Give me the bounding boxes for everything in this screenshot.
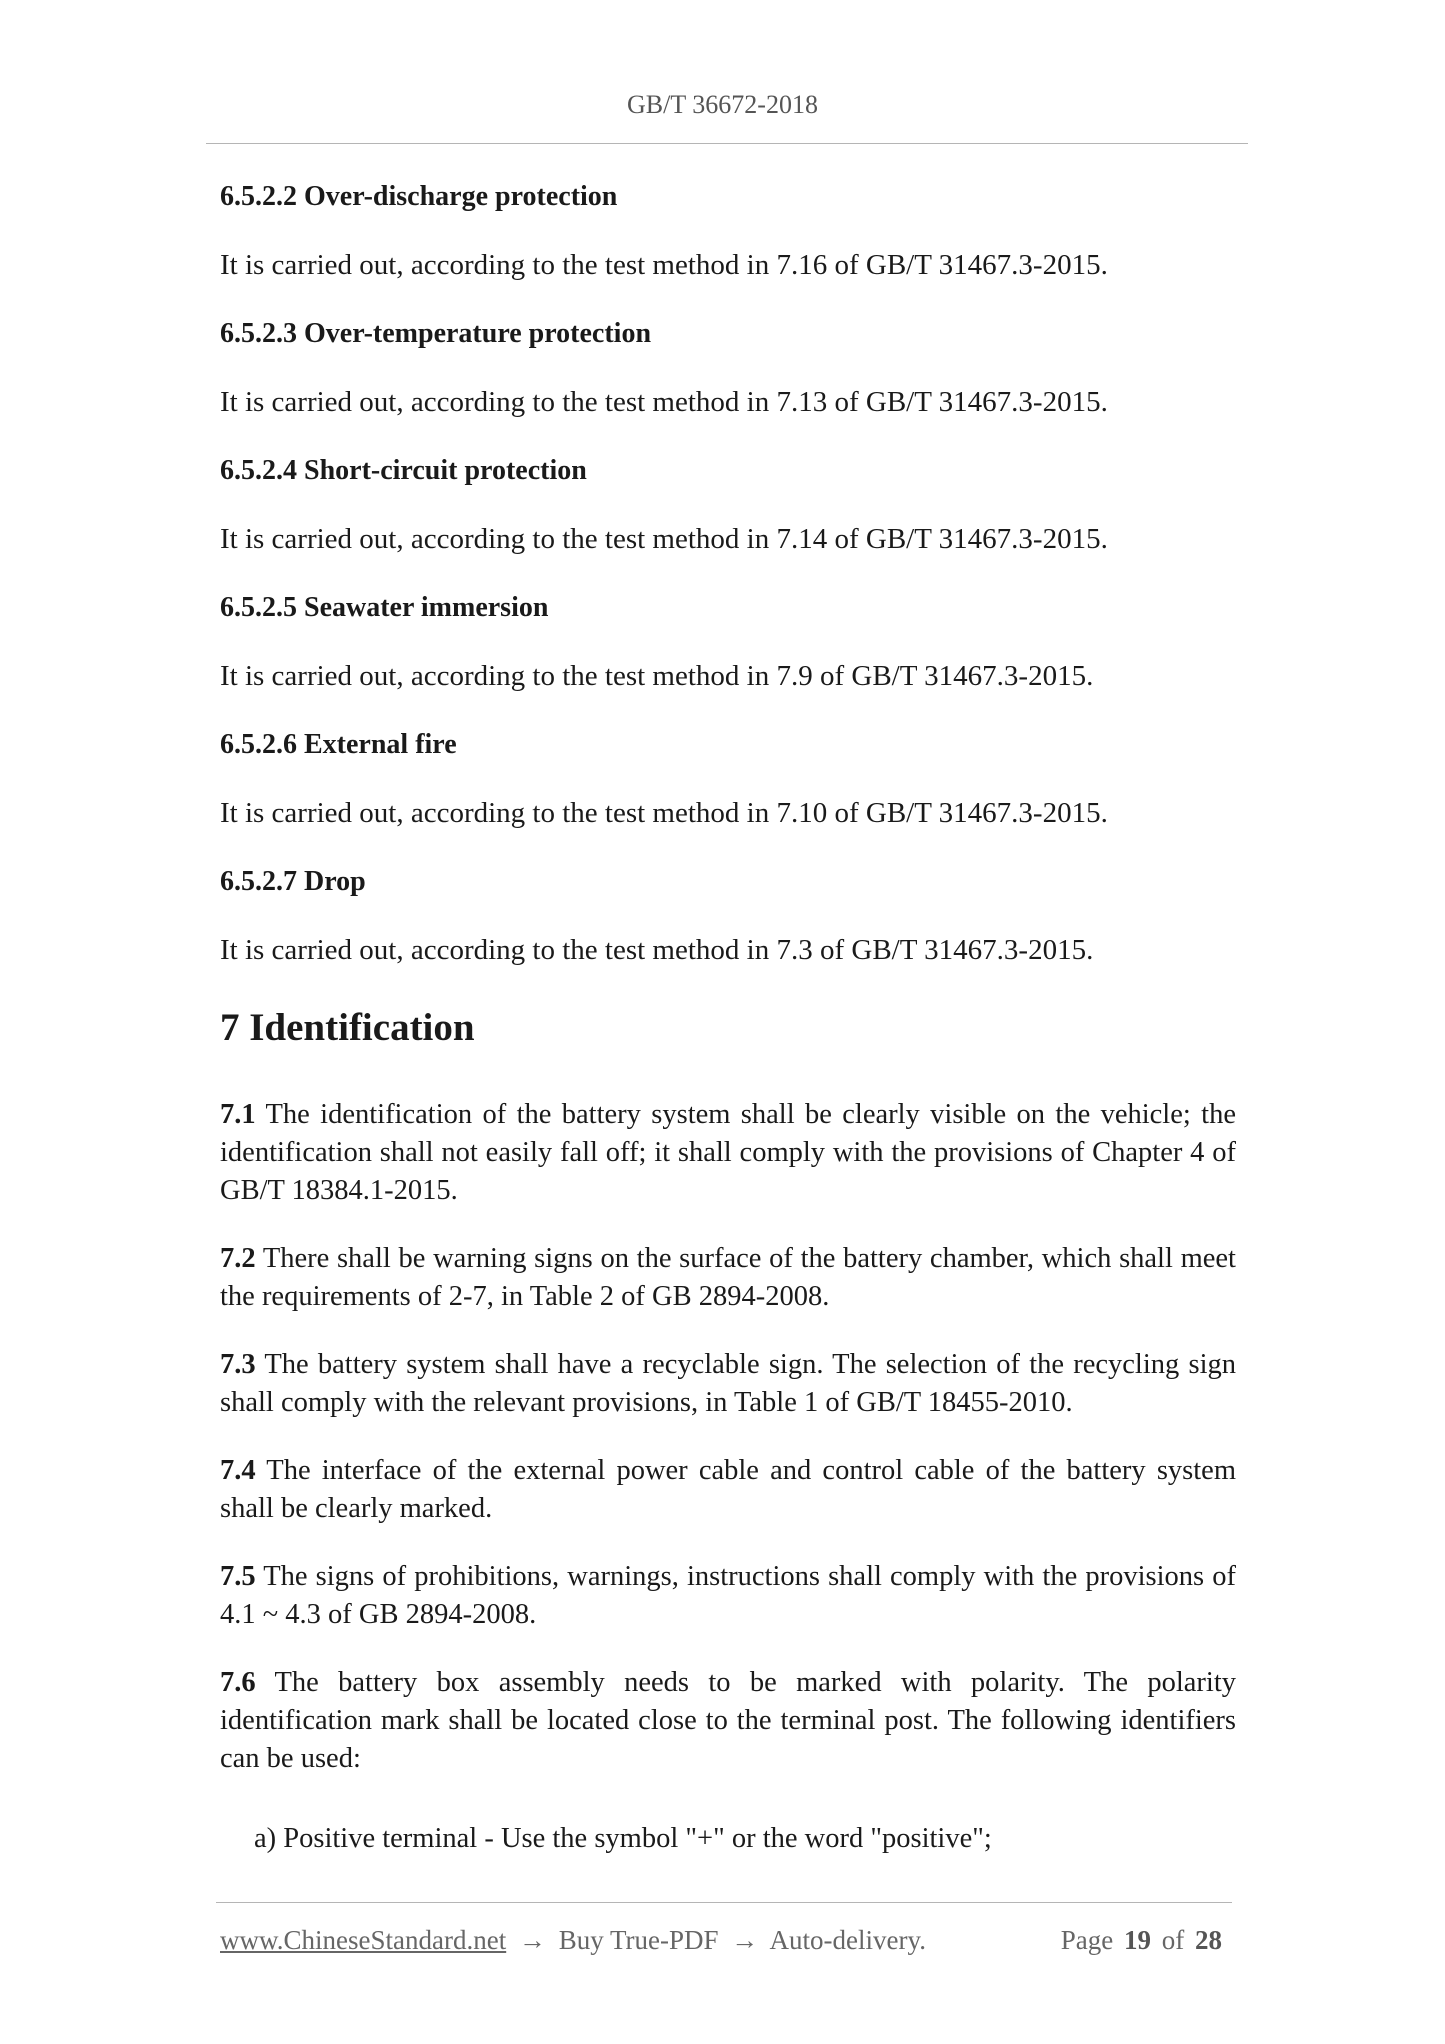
clause-paragraph [220, 1240, 1236, 1316]
section-heading: 6.5.2.3 Over-temperature protection [220, 318, 652, 349]
clause-text: The interface of the external power cable and control cable of the battery system shall be clearly marked. [220, 1455, 1236, 1524]
website-link[interactable]: www.ChineseStandard.net [220, 1925, 507, 1955]
total-page-count: 28 [1195, 1925, 1222, 1955]
list-item: a) Positive terminal - Use the symbol "+" or the word "positive"; [254, 1823, 992, 1854]
clause-number: 7.1 [220, 1099, 256, 1130]
clause-text: There shall be warning signs on the surface of the battery chamber, which shall meet the requirements of 2-7, in Table 2 of GB 2894-2008. [220, 1243, 1236, 1312]
clause-paragraph [220, 1346, 1236, 1422]
arrow-right-icon: → [518, 1925, 546, 1955]
clause-number: 7.4 [220, 1455, 256, 1486]
clause-text: The battery system shall have a recyclable sign. The selection of the recycling sign shall comply with the relevant provisions, in Table 1 of GB/T 18455-2010. [220, 1349, 1236, 1418]
section-text: It is carried out, according to the test method in 7.14 of GB/T 31467.3-2015. [220, 523, 1108, 555]
page-label: Page [1060, 1925, 1114, 1955]
section-heading: 6.5.2.2 Over-discharge protection [220, 181, 618, 212]
clause-text: The identification of the battery system shall be clearly visible on the vehicle; the identification shall not easily fall off; it shall comply with the provisions of Chapter 4 of GB/T 18384.1-2015. [220, 1099, 1236, 1206]
section-text: It is carried out, according to the test method in 7.10 of GB/T 31467.3-2015. [220, 797, 1108, 829]
clause-paragraph [220, 1096, 1236, 1210]
section-text: It is carried out, according to the test method in 7.16 of GB/T 31467.3-2015. [220, 249, 1108, 281]
section-text: It is carried out, according to the test method in 7.13 of GB/T 31467.3-2015. [220, 386, 1108, 418]
page-footer [220, 1920, 1226, 1960]
section-heading: 6.5.2.6 External fire [220, 729, 457, 760]
of-label: of [1161, 1925, 1185, 1955]
buy-pdf-text: Buy True-PDF [558, 1925, 719, 1955]
section-text: It is carried out, according to the test method in 7.9 of GB/T 31467.3-2015. [220, 660, 1094, 692]
section-heading: 6.5.2.7 Drop [220, 866, 366, 897]
footer-promo [220, 1920, 926, 1960]
arrow-right-icon: → [731, 1925, 759, 1955]
page-content [220, 176, 1236, 1858]
delivery-text: Auto-delivery. [769, 1925, 926, 1955]
section-heading: 6.5.2.4 Short-circuit protection [220, 455, 587, 486]
current-page-number: 19 [1124, 1925, 1151, 1955]
section-text: It is carried out, according to the test method in 7.3 of GB/T 31467.3-2015. [220, 934, 1094, 966]
clause-text: The signs of prohibitions, warnings, instructions shall comply with the provisions of 4.1 ~ 4.3 of GB 2894-2008. [220, 1561, 1236, 1630]
clause-paragraph [220, 1664, 1236, 1778]
clause-paragraph [220, 1558, 1236, 1634]
header-divider [206, 143, 1248, 144]
clause-number: 7.3 [220, 1349, 256, 1380]
clause-paragraph [220, 1452, 1236, 1528]
footer-divider [216, 1902, 1232, 1903]
chapter-title: 7 Identification [220, 1006, 475, 1049]
clause-number: 7.6 [220, 1667, 256, 1698]
page-header: GB/T 36672-2018 [627, 90, 818, 119]
clause-number: 7.2 [220, 1243, 256, 1274]
clause-text: The battery box assembly needs to be marked with polarity. The polarity identification mark shall be located close to the terminal post. The following identifiers can be used: [220, 1667, 1236, 1774]
page-indicator [1061, 1920, 1226, 1960]
section-heading: 6.5.2.5 Seawater immersion [220, 592, 549, 623]
clause-number: 7.5 [220, 1561, 256, 1592]
